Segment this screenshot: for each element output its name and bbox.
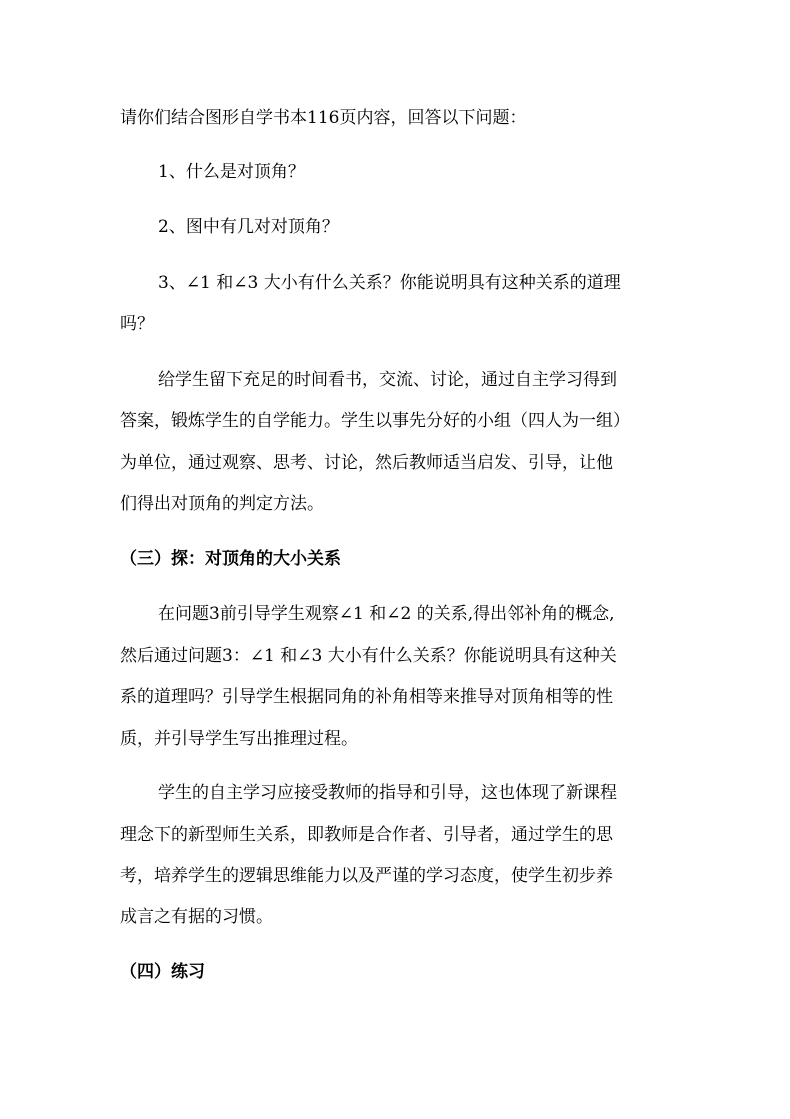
- question-2: 2、图中有几对对顶角？: [158, 217, 339, 237]
- paragraph-1-line-4: 们得出对顶角的判定方法。: [120, 494, 324, 514]
- intro-line: 请你们结合图形自学书本116页内容，回答以下问题：: [120, 108, 527, 128]
- paragraph-1-line-2: 答案，锻炼学生的自学能力。学生以事先分好的小组（四人为一组）: [120, 411, 630, 431]
- paragraph-3-line-2: 理念下的新型师生关系，即教师是合作者、引导者，通过学生的思: [120, 825, 613, 845]
- paragraph-2-line-4: 质，并引导学生写出推理过程。: [120, 729, 358, 749]
- paragraph-2-line-2: 然后通过问题3：∠1 和∠3 大小有什么关系？你能说明具有这种关: [120, 646, 617, 666]
- paragraph-2-line-3: 系的道理吗？引导学生根据同角的补角相等来推导对顶角相等的性: [120, 687, 613, 707]
- question-3: 3、∠1 和∠3 大小有什么关系？你能说明具有这种关系的道理: [158, 273, 621, 293]
- paragraph-1-line-3: 为单位，通过观察、思考、讨论，然后教师适当启发、引导，让他: [120, 453, 613, 473]
- question-1: 1、什么是对顶角？: [158, 162, 305, 182]
- heading-section-4: （四）练习: [120, 962, 205, 982]
- paragraph-1-line-1: 给学生留下充足的时间看书，交流、讨论，通过自主学习得到: [158, 370, 617, 390]
- paragraph-3-line-4: 成言之有据的习惯。: [120, 907, 273, 927]
- heading-section-3: （三）探：对顶角的大小关系: [120, 549, 341, 569]
- paragraph-3-line-1: 学生的自主学习应接受教师的指导和引导，这也体现了新课程: [158, 783, 617, 803]
- question-3-continued: 吗？: [120, 314, 154, 334]
- paragraph-2-line-1: 在问题3前引导学生观察∠1 和∠2 的关系,得出邻补角的概念,: [158, 604, 615, 624]
- paragraph-3-line-3: 考，培养学生的逻辑思维能力以及严谨的学习态度，使学生初步养: [120, 866, 613, 886]
